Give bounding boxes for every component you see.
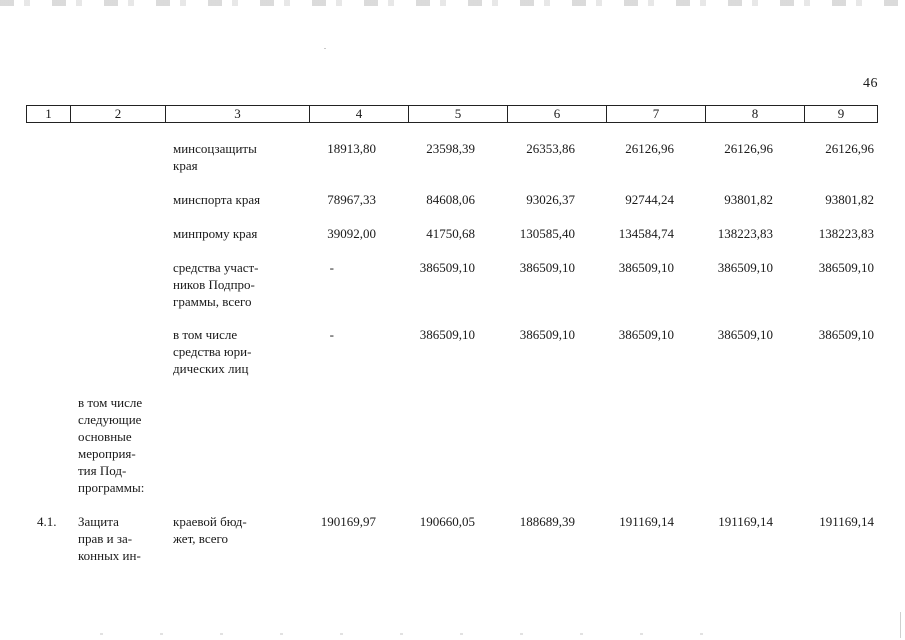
row-label-line: дических лиц <box>173 361 249 376</box>
scan-artifact-right <box>900 612 901 638</box>
value-cell: 23598,39 <box>426 141 475 156</box>
header-cell: 7 <box>607 106 706 122</box>
section-note-line: основные <box>78 429 132 444</box>
row-label-line: края <box>173 158 198 173</box>
scan-artifact-top <box>0 0 905 6</box>
page-number: 46 <box>863 76 878 91</box>
header-cell: 6 <box>508 106 607 122</box>
value-cell: 190169,97 <box>320 514 376 529</box>
item-name <box>78 513 160 564</box>
value-cell: 39092,00 <box>327 226 376 241</box>
item-name-line: Защита <box>78 514 119 529</box>
value-cell: 130585,40 <box>519 226 575 241</box>
item-number: 4.1. <box>37 514 57 529</box>
header-cell: 1 <box>27 106 71 122</box>
value-cell: 188689,39 <box>519 514 575 529</box>
section-note-line: программы: <box>78 480 145 495</box>
value-cell: 386509,10 <box>419 260 475 275</box>
value-cell: 84608,06 <box>426 192 475 207</box>
header-cell: 4 <box>310 106 409 122</box>
value-cell: 386509,10 <box>519 260 575 275</box>
value-cell: 26126,96 <box>724 141 773 156</box>
value-cell: 26126,96 <box>825 141 874 156</box>
row-label-line: средства юри- <box>173 344 252 359</box>
value-cell: 93801,82 <box>724 192 773 207</box>
value-cell: 386509,10 <box>818 260 874 275</box>
value-cell: 386509,10 <box>717 260 773 275</box>
row-label-line: краевой бюд- <box>173 514 247 529</box>
section-note-line: тия Под- <box>78 463 127 478</box>
value-cell: 386509,10 <box>519 327 575 342</box>
value-cell: 78967,33 <box>327 192 376 207</box>
value-cell: 26353,86 <box>526 141 575 156</box>
row-label-line: минсоцзащиты <box>173 141 257 156</box>
value-cell: 138223,83 <box>717 226 773 241</box>
scan-artifact-bottom <box>100 633 740 635</box>
value-cell: 386509,10 <box>419 327 475 342</box>
value-cell: - <box>329 260 334 275</box>
scan-artifact-dot <box>324 48 326 49</box>
value-cell: 134584,74 <box>618 226 674 241</box>
section-note <box>78 394 160 496</box>
header-cell: 9 <box>837 106 845 121</box>
value-cell: 138223,83 <box>818 226 874 241</box>
item-name-line: конных ин- <box>78 548 141 563</box>
value-cell: 386509,10 <box>717 327 773 342</box>
row-label-line: средства участ- <box>173 260 259 275</box>
value-cell: 93801,82 <box>825 192 874 207</box>
row-label <box>173 326 275 377</box>
header-cell: 8 <box>706 106 805 122</box>
row-label <box>173 225 257 242</box>
value-cell: 18913,80 <box>327 141 376 156</box>
value-cell: 191169,14 <box>718 514 773 529</box>
value-cell: 190660,05 <box>419 514 475 529</box>
row-label-line: минпрому края <box>173 226 258 241</box>
header-cell: 2 <box>71 106 166 122</box>
value-cell: 93026,37 <box>526 192 575 207</box>
value-cell: 92744,24 <box>625 192 674 207</box>
row-label-line: жет, всего <box>173 531 229 546</box>
row-label-line: ников Подпро- <box>173 277 255 292</box>
row-label <box>173 140 257 174</box>
header-cell: 3 <box>166 106 310 122</box>
section-note-line: мероприя- <box>78 446 136 461</box>
item-name-line: прав и за- <box>78 531 133 546</box>
value-cell: - <box>329 327 334 342</box>
value-cell: 386509,10 <box>818 327 874 342</box>
row-label <box>173 513 275 547</box>
row-label-line: минспорта края <box>173 192 261 207</box>
value-cell: 191169,14 <box>619 514 674 529</box>
section-note-line: следующие <box>78 412 142 427</box>
row-label-line: в том числе <box>173 327 238 342</box>
value-cell: 26126,96 <box>625 141 674 156</box>
row-label-line: граммы, всего <box>173 294 252 309</box>
row-label <box>173 191 260 208</box>
value-cell: 41750,68 <box>426 226 475 241</box>
table-header-row <box>26 105 878 123</box>
value-cell: 386509,10 <box>618 327 674 342</box>
value-cell: 191169,14 <box>819 514 874 529</box>
header-cell: 5 <box>409 106 508 122</box>
row-label <box>173 259 275 310</box>
value-cell: 386509,10 <box>618 260 674 275</box>
section-note-line: в том числе <box>78 395 143 410</box>
